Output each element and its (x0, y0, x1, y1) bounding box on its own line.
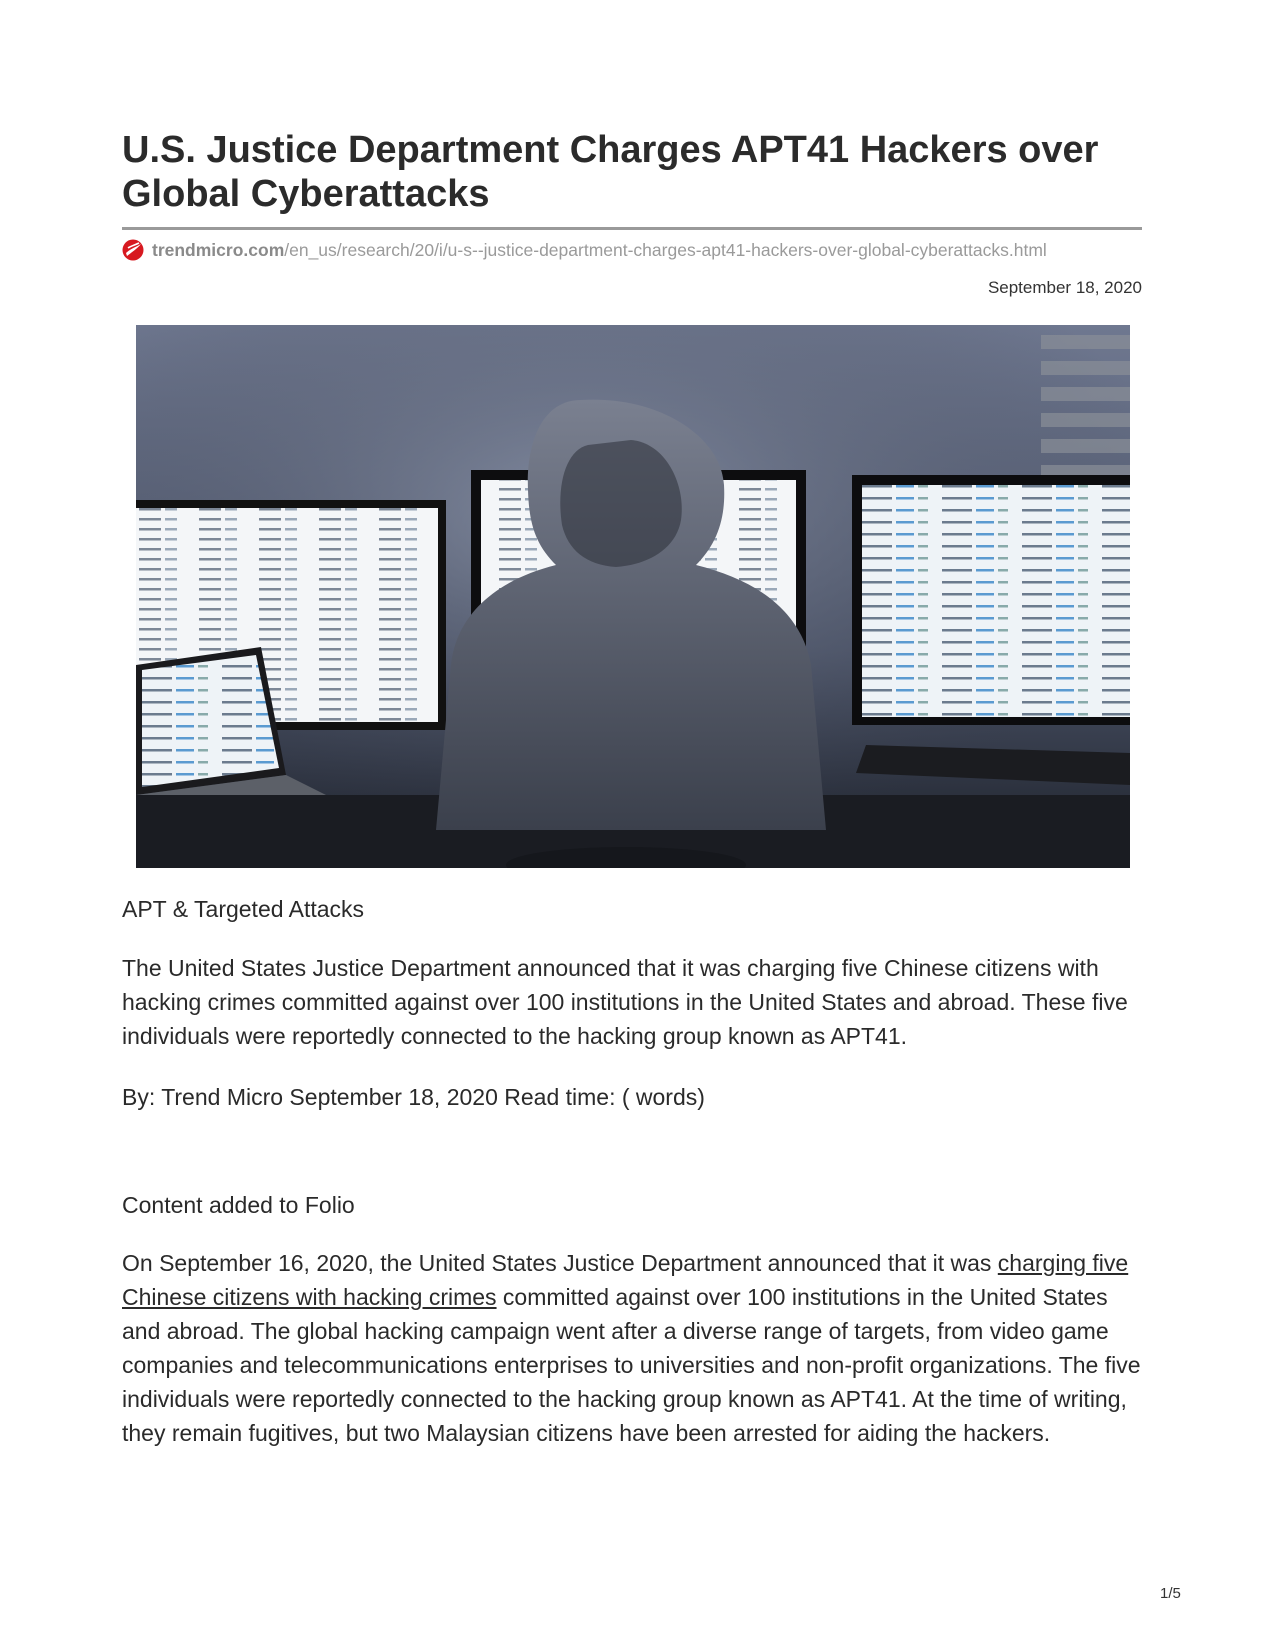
article-summary: The United States Justice Department announced that it was charging five Chinese citizens with hacking crimes committed against over 100 institutions in the United States and abroad. These five individuals were reportedly connected to the hacking group known as APT41. (122, 955, 1128, 1049)
paragraph-text-start: On September 16, 2020, the United States Justice Department announced that it was (122, 1250, 998, 1276)
charging-link[interactable]: charging five Chinese citizens with hacking crimes (122, 1250, 1129, 1310)
page-number: 1/5 (1160, 1585, 1181, 1602)
trendmicro-logo-icon (122, 239, 144, 261)
article-paragraph (122, 1246, 1142, 1450)
publish-date: September 18, 2020 (987, 278, 1142, 297)
paragraph-text-end: committed against over 100 institutions in the United States and abroad. The global hacking campaign went after a diverse range of targets, from video game companies and telecommunications enterprises to universities and non-profit organizations. The five individuals were reportedly connected to the hacking group known as APT41. At the time of writing, they remain fugitives, but two Malaysian citizens have been arrested for aiding the hackers. (122, 1284, 1141, 1446)
source-domain: trendmicro.com (152, 239, 285, 260)
title-divider (122, 227, 1142, 230)
folio-note: Content added to Folio (122, 1192, 355, 1218)
article-category: APT & Targeted Attacks (122, 896, 365, 922)
hero-image (136, 325, 1130, 868)
source-url[interactable] (122, 238, 1047, 262)
source-path: /en_us/research/20/i/u-s--justice-department-charges-apt41-hackers-over-global-cyberattacks.html (284, 239, 1047, 260)
article-byline: By: Trend Micro September 18, 2020 Read time: ( words) (122, 1084, 705, 1110)
article-title: U.S. Justice Department Charges APT41 Hackers over Global Cyberattacks (122, 129, 1099, 215)
